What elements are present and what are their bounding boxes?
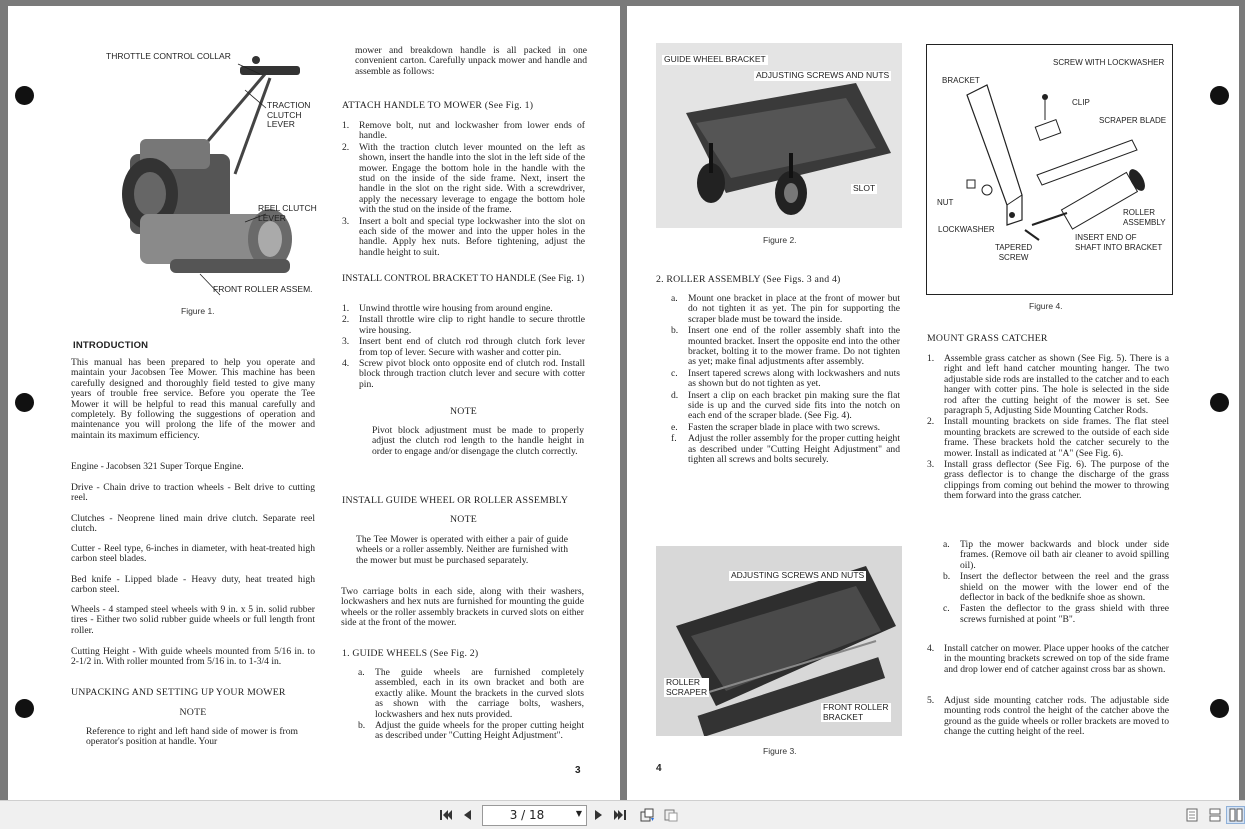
note-heading: NOTE	[450, 406, 477, 417]
list-item: 2. With the traction clutch lever mounted on the left as shown, insert the handle into the slot in the left side of the mower. Engage the bottom hole in the handle with the stud on the inside of the side frame. Next, insert the handle in the slot on the right side. With a screwdriver, apply the necessary leverage to engage the bottom hole with the stud on the inside of the frame.	[342, 141, 585, 216]
continuous-view-icon[interactable]	[1206, 806, 1224, 824]
spec-drive: Drive - Chain drive to traction wheels - Belt drive to cutting reel.	[71, 482, 315, 504]
punch-hole	[15, 699, 34, 718]
list-item: b. Insert the deflector between the reel and the grass shield on the mower with the lower end of the deflector in back of the bedknife shoe as shown.	[943, 571, 1169, 604]
figure-2-label-slot: SLOT	[853, 183, 876, 193]
figure-4-label-bracket: BRACKET	[942, 76, 980, 85]
figure-2-label-guide: GUIDE WHEEL BRACKET	[664, 54, 766, 64]
list-item: a. Mount one bracket in place at the front of mower but do not tighten it as yet. The pin for supporting the scraper blade must be toward the inside.	[671, 293, 900, 325]
list-item: 1. Unwind throttle wire housing from around engine.	[342, 303, 553, 314]
figure-4-diagram	[926, 44, 1173, 295]
catcher-step-5	[927, 696, 1169, 739]
carriage-bolts-paragraph: Two carriage bolts in each side, along with their washers, lockwashers and hex nuts are furnished for mounting the guide wheels or the roller assembly brackets in curved slots on either side at the front of the mower.	[341, 586, 584, 629]
punch-hole	[1210, 86, 1229, 105]
page-4	[627, 6, 1239, 800]
list-item: d. Insert a clip on each bracket pin making sure the flat side is up and the curved side fits into the notch on each end of the scraper blade. (See Fig. 4).	[671, 389, 900, 422]
fit-icon[interactable]	[661, 806, 681, 824]
figure-3-photo	[656, 546, 902, 736]
spec-bed-knife: Bed knife - Lipped blade - Heavy duty, heat treated high carbon steel.	[71, 574, 315, 596]
page-indicator: 3 / 18	[509, 808, 545, 822]
catcher-step-4	[927, 644, 1169, 676]
figure-3-label-scraper: ROLLER SCRAPER	[666, 677, 708, 697]
rotate-icon[interactable]	[637, 806, 657, 824]
figure-4-label-roller-assembly: ROLLER ASSEMBLY	[1123, 208, 1166, 227]
guide-wheels-steps	[358, 668, 584, 743]
list-item: c. Insert tapered screws along with lockwashers and nuts as shown but do not tighten as yet.	[671, 367, 900, 390]
list-item: e. Fasten the scraper blade in place with two screws.	[671, 421, 881, 433]
list-item: a. Tip the mower backwards and block under side frames. (Remove oil bath air cleaner to avoid spilling oil).	[943, 539, 1169, 571]
prev-page-icon[interactable]	[458, 806, 476, 824]
introduction-body: This manual has been prepared to help you operate and maintain your Jacobsen Tee Mower. This machine has been carefully designed and thoroughly field tested to give many years of trouble free service. Before you operate the Tee Mower it will be helpful to read this manual carefully and completely. By following the suggestions of operation and maintenance you will prolong the life of the mower and maintain its maximum efficiency.	[71, 357, 315, 441]
pivot-note-body: Pivot block adjustment must be made to properly adjust the clutch rod length to the handle height in order to engage and/or disengage the clutch correctly.	[372, 425, 584, 457]
guide-wheel-heading: INSTALL GUIDE WHEEL OR ROLLER ASSEMBLY	[342, 495, 569, 506]
page-number: 3	[575, 765, 581, 776]
note-body: Reference to right and left hand side of mower is from operator's position at handle. Your	[86, 726, 298, 748]
figure-4-caption: Figure 4.	[1029, 301, 1063, 311]
figure-2-caption: Figure 2.	[763, 235, 797, 245]
spec-cutter: Cutter - Reel type, 6-inches in diameter, with heat-treated high carbon steel blades.	[71, 543, 315, 565]
list-item: 3. Install grass deflector (See Fig. 6). The purpose of the grass deflector is to change the discharge of the grass clippings from coming out behind the mower to throwing them forward into the grass catcher.	[927, 459, 1169, 502]
control-bracket-heading: INSTALL CONTROL BRACKET TO HANDLE (See Fig. 1)	[342, 273, 585, 284]
list-item: 2. Install mounting brackets on side frames. The flat steel mounting brackets are screwed to the outside of each side frame. These brackets hold the catcher securely to the mower. Install as indicated at "A" (See Fig. 6).	[927, 416, 1169, 459]
attach-handle-heading: ATTACH HANDLE TO MOWER (See Fig. 1)	[342, 100, 534, 111]
list-item: 4. Screw pivot block onto opposite end of clutch rod. Install block through traction clutch lever and secure with cotter pin.	[342, 358, 585, 390]
next-page-icon[interactable]	[590, 806, 608, 824]
figure-4-label-screw: SCREW WITH LOCKWASHER	[1053, 58, 1165, 67]
tee-mower-note-body: The Tee Mower is operated with either a pair of guide wheels or a roller assembly. Neither are furnished with the mower but must be purchased separately.	[356, 534, 568, 566]
punch-hole	[1210, 393, 1229, 412]
figure-1-mower-illustration	[70, 44, 320, 304]
figure-2-photo	[656, 43, 902, 228]
introduction-heading: INTRODUCTION	[73, 340, 149, 351]
figure-3-caption: Figure 3.	[763, 746, 797, 756]
attach-handle-steps	[342, 121, 585, 259]
list-item: b. Insert one end of the roller assembly shaft into the mounted bracket. Insert the opposite end into the other bracket, bolting it to the mower frame. Do not tighten as yet; make final adjustments after assembly.	[671, 325, 900, 368]
first-page-icon[interactable]	[436, 806, 456, 824]
figure-1-label-throttle: THROTTLE CONTROL COLLAR	[106, 51, 231, 61]
note-heading: NOTE	[450, 514, 477, 525]
chevron-down-icon: ▼	[575, 809, 582, 818]
punch-hole	[15, 393, 34, 412]
list-item: a. The guide wheels are furnished completely assembled, each in its own bracket and both are exactly alike. Mount the brackets in the curved slots as shown with the carriage bolts, washers, lockwashers and hex nuts provided.	[358, 667, 584, 720]
last-page-icon[interactable]	[610, 806, 630, 824]
note-heading: NOTE	[179, 707, 207, 718]
list-item: 1. Assemble grass catcher as shown (See Fig. 5). There is a right and left hand catcher mounting hanger. The two adjustable side rods are installed to the catcher and to each hanger with cotter pins. The hole is selected in the side rod after the cutting height of the mower is set. See paragraph 5, Adjusting Side Mounting Catcher Rods.	[927, 353, 1169, 417]
viewer-toolbar	[0, 800, 1245, 829]
mount-grass-catcher-heading: MOUNT GRASS CATCHER	[927, 333, 1048, 344]
roller-assembly-heading: 2. ROLLER ASSEMBLY (See Figs. 3 and 4)	[656, 274, 841, 285]
punch-hole	[15, 86, 34, 105]
spec-engine: Engine - Jacobsen 321 Super Torque Engine.	[71, 461, 244, 472]
single-page-view-icon[interactable]	[1183, 806, 1201, 824]
list-item: 3. Insert bent end of clutch rod through clutch fork lever from top of lever. Secure with washer and cotter pin.	[342, 336, 585, 358]
page-number-select[interactable]	[482, 805, 587, 826]
page-number: 4	[656, 763, 662, 774]
list-item: 2. Install throttle wire clip to right handle to secure throttle wire housing.	[342, 314, 585, 336]
control-bracket-steps	[342, 304, 585, 391]
unpacking-continued: mower and breakdown handle is all packed in one convenient carton. Carefully unpack mower and handle and assemble as follows:	[355, 45, 587, 77]
figure-4-label-tapered-screw: TAPERED SCREW	[995, 243, 1033, 262]
figure-3-label-screws: ADJUSTING SCREWS AND NUTS	[731, 570, 865, 580]
guide-wheels-subheading: 1. GUIDE WHEELS (See Fig. 2)	[342, 648, 479, 659]
roller-assembly-steps	[671, 294, 900, 467]
figure-3-label-front-roller: FRONT ROLLER BRACKET	[823, 702, 889, 722]
figure-4-label-insert-end: INSERT END OF SHAFT INTO BRACKET	[1075, 233, 1163, 252]
spec-clutches: Clutches - Neoprene lined main drive clutch. Separate reel clutch.	[71, 513, 315, 535]
list-item: 3. Insert a bolt and special type lockwasher into the slot on each side of the mower and into the upper holes in the handle. Apply hex nuts. Before tightening, adjust the handle height to suit.	[342, 215, 585, 258]
figure-1-label-front-roller: FRONT ROLLER ASSEM.	[213, 284, 313, 294]
figure-4-label-scraper-blade: SCRAPER BLADE	[1099, 116, 1167, 125]
punch-hole	[1210, 699, 1229, 718]
figure-1-caption: Figure 1.	[181, 306, 215, 316]
figure-1-label-traction: TRACTION CLUTCH LEVER	[267, 100, 311, 129]
figure-4-label-nut: NUT	[937, 198, 954, 207]
spec-wheels: Wheels - 4 stamped steel wheels with 9 in. x 5 in. solid rubber tires - Either two solid rubber guide wheels or full length front roller.	[71, 604, 315, 636]
list-item: 5. Adjust side mounting catcher rods. The adjustable side mounting rods control the height of the catcher above the ground as the guide wheels or roller brackets are moved to change the cutting height of the reel.	[927, 695, 1169, 738]
list-item: 4. Install catcher on mower. Place upper hooks of the catcher in the mounting brackets screwed on top of the side frame and drop lower end of catcher against cross bar as shown.	[927, 643, 1169, 675]
figure-2-label-screws: ADJUSTING SCREWS AND NUTS	[756, 70, 890, 80]
figure-4-label-clip: CLIP	[1072, 98, 1090, 107]
facing-view-icon[interactable]	[1226, 806, 1245, 824]
list-item: f. Adjust the roller assembly for the proper cutting height as described under "Cutting Height Adjustment" and tighten all screws and bolts securely.	[671, 433, 900, 466]
figure-1-label-reel-clutch: REEL CLUTCH LEVER	[258, 203, 317, 223]
unpacking-heading: UNPACKING AND SETTING UP YOUR MOWER	[71, 687, 286, 698]
list-item: 1. Remove bolt, nut and lockwasher from lower ends of handle.	[342, 120, 585, 142]
page-3	[8, 6, 620, 800]
deflector-steps	[943, 540, 1169, 626]
list-item: c. Fasten the deflector to the grass shield with three screws furnished at point "B".	[943, 603, 1169, 625]
figure-4-label-lockwasher: LOCKWASHER	[938, 225, 995, 234]
spec-cutting-height: Cutting Height - With guide wheels mounted from 5/16 in. to 2-1/2 in. With roller mounted from 5/16 in. to 1-3/4 in.	[71, 646, 315, 668]
grass-catcher-steps	[927, 354, 1169, 503]
list-item: b. Adjust the guide wheels for the proper cutting height as described under "Cutting Height Adjustment".	[358, 720, 584, 742]
